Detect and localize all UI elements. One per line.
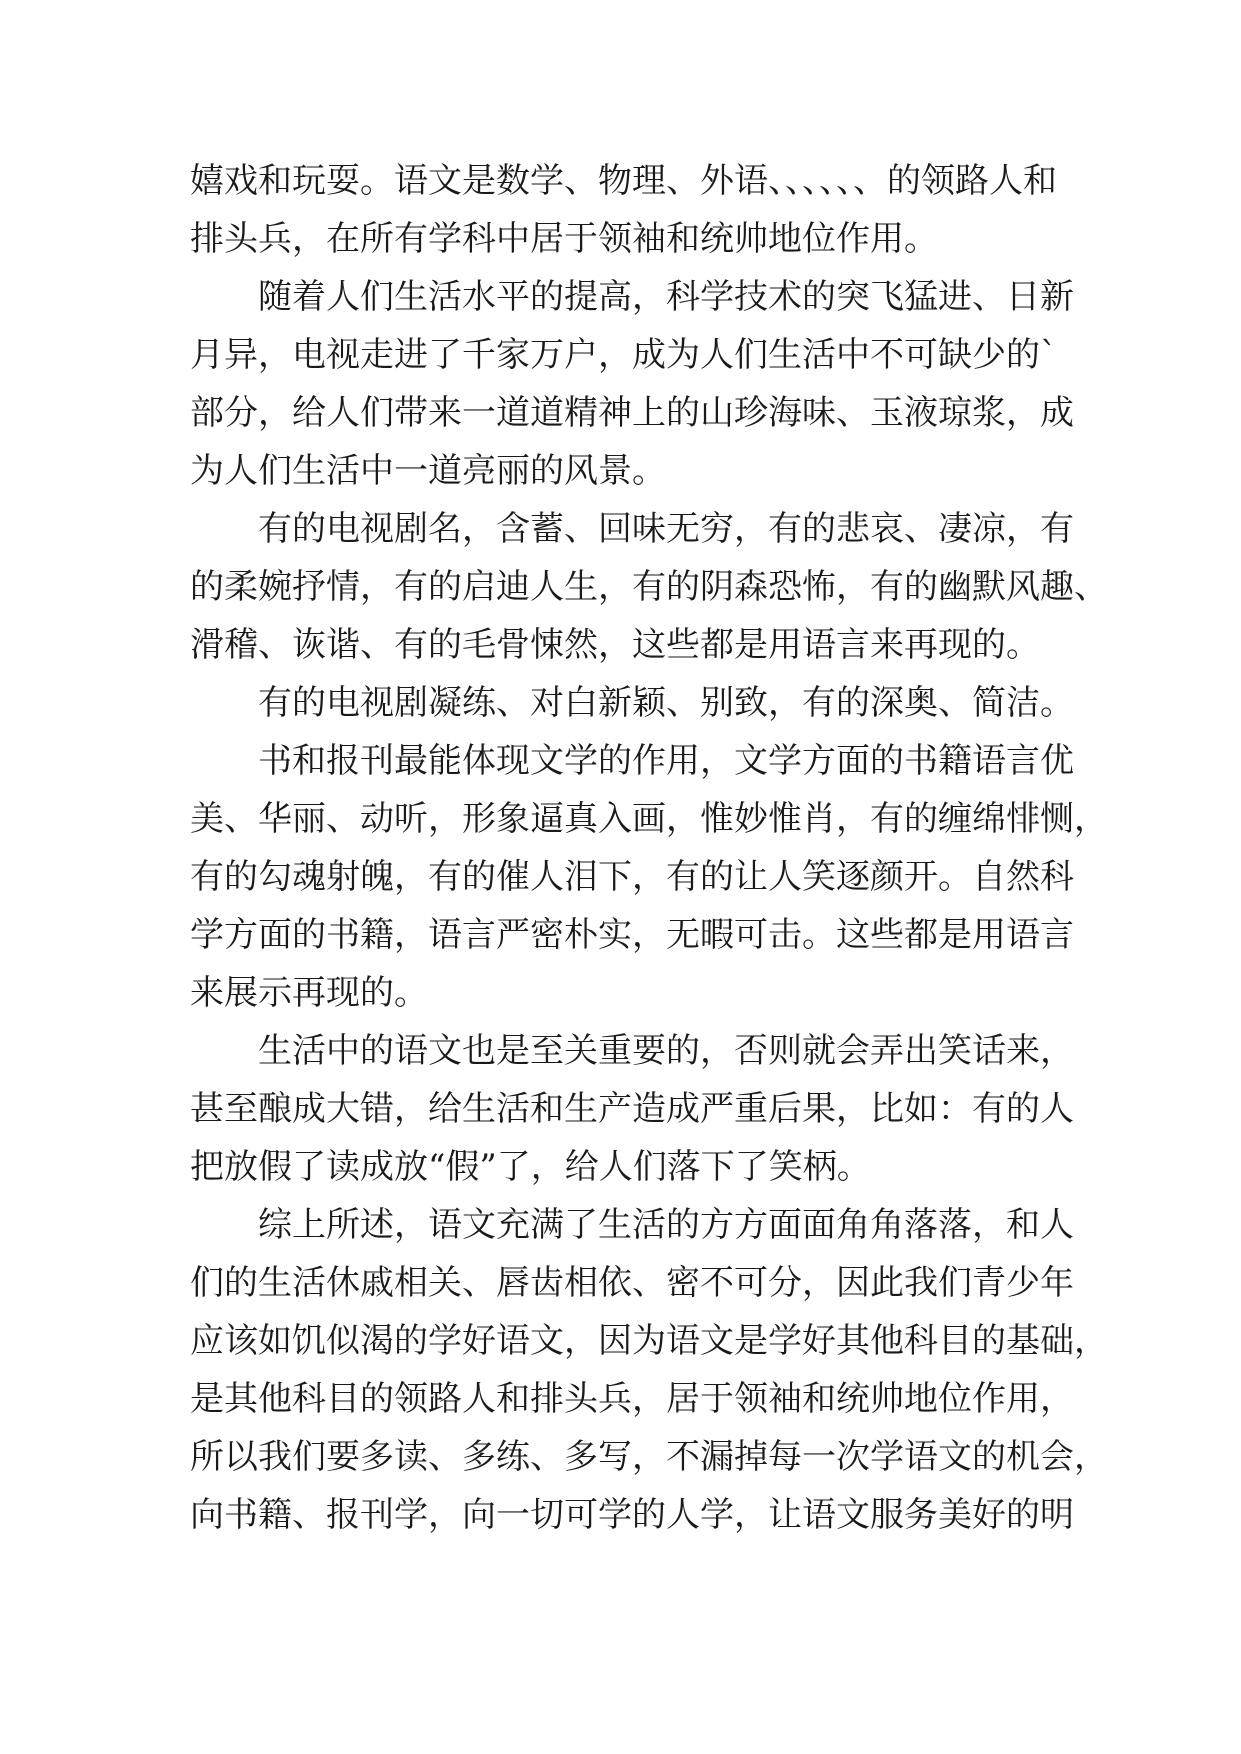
text-line: 为人们生活中一道亮丽的风景。 — [190, 451, 666, 491]
text-line: 学方面的书籍，语言严密朴实，无暇可击。这些都是用语言 — [190, 915, 1074, 955]
text-line: 向书籍、报刊学，向一切可学的人学，让语文服务美好的明 — [190, 1495, 1074, 1535]
text-line: 排头兵，在所有学科中居于领袖和统帅地位作用。 — [190, 219, 938, 259]
body-text — [190, 152, 1108, 1544]
text-line: 滑稽、诙谐、有的毛骨悚然，这些都是用语言来再现的。 — [190, 625, 1040, 665]
text-line: 们的生活休戚相关、唇齿相依、密不可分，因此我们青少年 — [190, 1263, 1074, 1303]
text-line: 随着人们生活水平的提高，科学技术的突飞猛进、日新 — [258, 277, 1074, 317]
text-line: 有的电视剧凝练、对白新颖、别致，有的深奥、简洁。 — [258, 683, 1074, 723]
text-line: 有的勾魂射魄，有的催人泪下，有的让人笑逐颜开。自然科 — [190, 857, 1074, 897]
text-line: 有的电视剧名，含蓄、回味无穷，有的悲哀、凄凉，有 — [258, 509, 1074, 549]
text-line: 所以我们要多读、多练、多写，不漏掉每一次学语文的机会， — [190, 1437, 1108, 1477]
text-line: 是其他科目的领路人和排头兵，居于领袖和统帅地位作用， — [190, 1379, 1074, 1419]
text-line: 甚至酿成大错，给生活和生产造成严重后果，比如：有的人 — [190, 1089, 1074, 1129]
text-line: 书和报刊最能体现文学的作用，文学方面的书籍语言优 — [258, 741, 1074, 781]
text-line: 把放假了读成放“假”了，给人们落下了笑柄。 — [190, 1147, 871, 1187]
text-line: 月异，电视走进了千家万户，成为人们生活中不可缺少的` — [190, 335, 1057, 375]
text-line: 的柔婉抒情，有的启迪人生，有的阴森恐怖，有的幽默风趣、 — [190, 567, 1108, 607]
text-line: 综上所述，语文充满了生活的方方面面角角落落，和人 — [258, 1205, 1074, 1245]
text-line: 部分，给人们带来一道道精神上的山珍海味、玉液琼浆，成 — [190, 393, 1074, 433]
text-line: 嬉戏和玩耍。语文是数学、物理、外语、、、、、、的领路人和 — [190, 161, 1057, 201]
text-line: 美、华丽、动听，形象逼真入画，惟妙惟肖，有的缠绵悱恻， — [190, 799, 1108, 839]
text-line: 应该如饥似渴的学好语文，因为语文是学好其他科目的基础， — [190, 1321, 1108, 1361]
text-line: 生活中的语文也是至关重要的，否则就会弄出笑话来， — [258, 1031, 1074, 1071]
text-line: 来展示再现的。 — [190, 973, 428, 1013]
